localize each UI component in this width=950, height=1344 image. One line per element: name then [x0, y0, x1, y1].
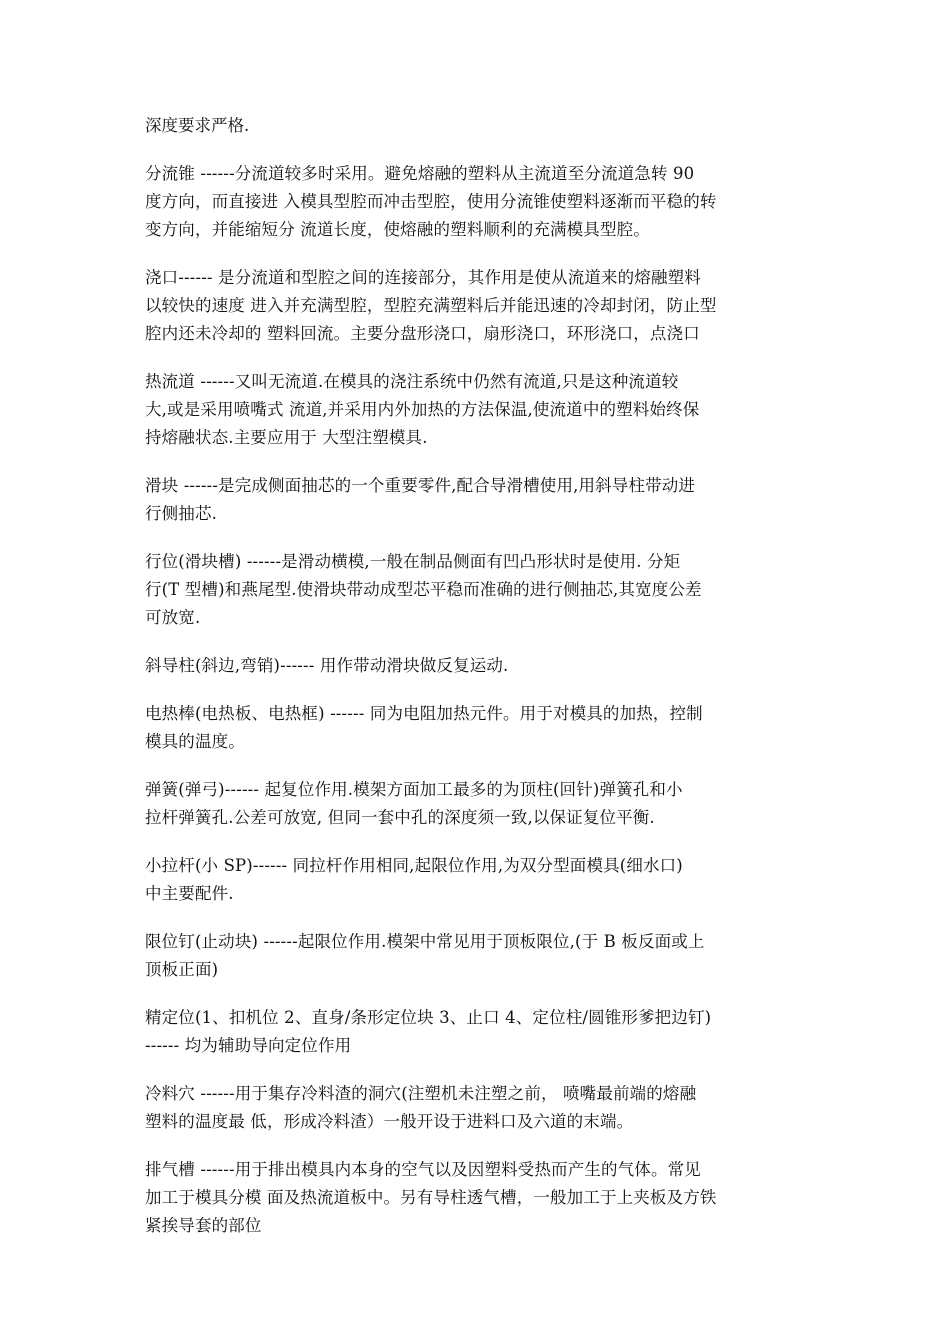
- entry-line: 弹簧(弹弓)------ 起复位作用.模架方面加工最多的为顶柱(回针)弹簧孔和小: [145, 780, 683, 799]
- entry-line: 度方向，而直接进 入模具型腔而冲击型腔，使用分流锥使塑料逐渐而平稳的转: [145, 192, 717, 211]
- entry-line: ------ 均为辅助导向定位作用: [145, 1036, 352, 1055]
- entry-line: 分流锥 ------分流道较多时采用。避免熔融的塑料从主流道至分流道急转 90: [145, 164, 695, 183]
- entry-line: 模具的温度。: [145, 732, 245, 751]
- entry-line: 热流道 ------又叫无流道.在模具的浇注系统中仍然有流道,只是这种流道较: [145, 372, 679, 391]
- entry-small-pull-rod: [145, 852, 810, 908]
- entry-slide-slot: [145, 548, 810, 632]
- entry-heating-rod: [145, 700, 810, 756]
- entry-cold-slug-well: [145, 1080, 810, 1136]
- entry-gate: [145, 264, 810, 348]
- entry-stop-pin: [145, 928, 810, 984]
- entry-sprue-spreader: [145, 160, 810, 244]
- entry-line: 加工于模具分模 面及热流道板中。另有导柱透气槽，一般加工于上夹板及方铁: [145, 1188, 717, 1207]
- entry-line: 行侧抽芯.: [145, 504, 217, 523]
- entry-vent-groove: [145, 1156, 810, 1240]
- entry-line: 持熔融状态.主要应用于 大型注塑模具.: [145, 428, 428, 447]
- entry-line: 可放宽.: [145, 608, 201, 627]
- entry-line: 以较快的速度 进入并充满型腔，型腔充满塑料后并能迅速的冷却封闭，防止型: [145, 296, 717, 315]
- entry-line: 浇口------ 是分流道和型腔之间的连接部分，其作用是使从流道来的熔融塑料: [145, 268, 701, 287]
- document-page: [145, 112, 810, 1260]
- entry-line: 排气槽 ------用于排出模具内本身的空气以及因塑料受热而产生的气体。常见: [145, 1160, 701, 1179]
- entry-line: 小拉杆(小 SP)------ 同拉杆作用相同,起限位作用,为双分型面模具(细水口): [145, 856, 683, 875]
- entry-line: 滑块 ------是完成侧面抽芯的一个重要零件,配合导滑槽使用,用斜导柱带动进: [145, 476, 696, 495]
- entry-line: 斜导柱(斜边,弯销)------ 用作带动滑块做反复运动.: [145, 656, 509, 675]
- entry-line: 行位(滑块槽) ------是滑动横模,一般在制品侧面有凹凸形状时是使用. 分矩: [145, 552, 681, 571]
- entry-line: 拉杆弹簧孔.公差可放宽, 但同一套中孔的深度须一致,以保证复位平衡.: [145, 808, 655, 827]
- entry-line: 变方向，并能缩短分 流道长度，使熔融的塑料顺利的充满模具型腔。: [145, 220, 650, 239]
- entry-slider: [145, 472, 810, 528]
- intro-text: 深度要求严格.: [145, 116, 250, 135]
- entry-line: 冷料穴 ------用于集存冷料渣的洞穴(注塑机未注塑之前， 喷嘴最前端的熔融: [145, 1084, 697, 1103]
- entry-line: 腔内还未冷却的 塑料回流。主要分盘形浇口，扇形浇口，环形浇口，点浇口: [145, 324, 700, 343]
- entry-line: 行(T 型槽)和燕尾型.使滑块带动成型芯平稳而准确的进行侧抽芯,其宽度公差: [145, 580, 702, 599]
- entry-precision-locator: [145, 1004, 810, 1060]
- entry-line: 大,或是采用喷嘴式 流道,并采用内外加热的方法保温,使流道中的塑料始终保: [145, 400, 700, 419]
- entry-line: 电热棒(电热板、电热框) ------ 同为电阻加热元件。用于对模具的加热，控制: [145, 704, 703, 723]
- entry-spring: [145, 776, 810, 832]
- entry-line: 限位钉(止动块) ------起限位作用.模架中常见用于顶板限位,(于 B 板反面或上: [145, 932, 705, 951]
- entry-hot-runner: [145, 368, 810, 452]
- entry-line: 中主要配件.: [145, 884, 234, 903]
- entry-line: 紧挨导套的部位: [145, 1216, 262, 1235]
- entry-line: 塑料的温度最 低，形成冷料渣）一般开设于进料口及六道的末端。: [145, 1112, 634, 1131]
- entry-angle-pin: [145, 652, 810, 680]
- entry-line: 顶板正面): [145, 960, 219, 979]
- entry-line: 精定位(1、扣机位 2、直身/条形定位块 3、止口 4、定位柱/圆锥形爹把边钉): [145, 1008, 712, 1027]
